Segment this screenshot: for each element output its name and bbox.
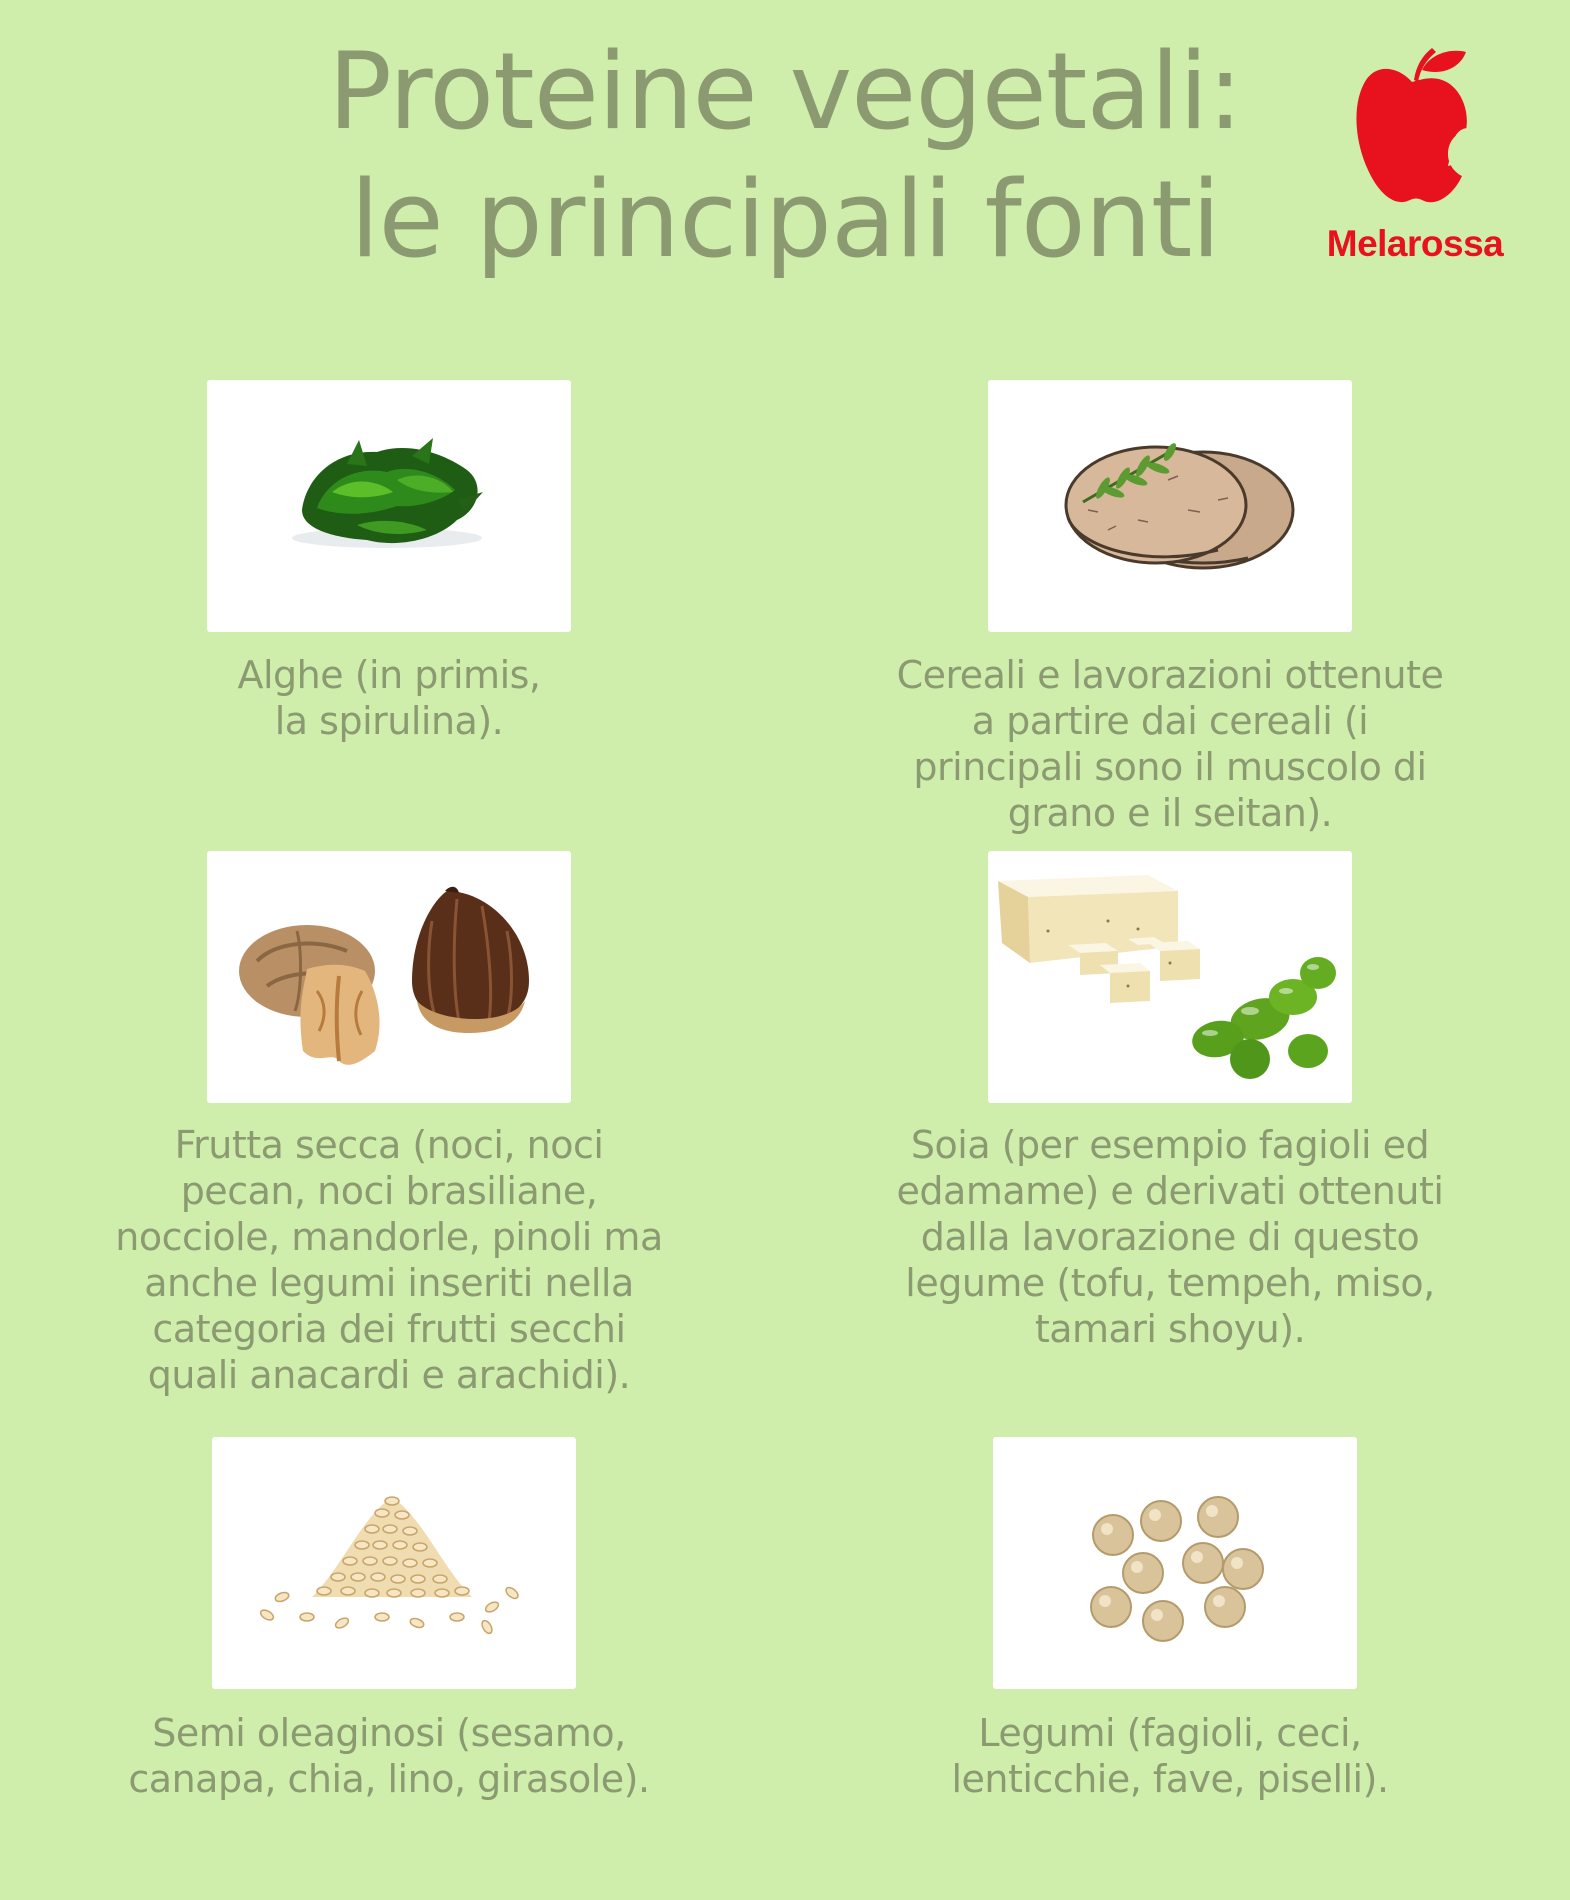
apple-icon <box>1350 40 1480 215</box>
seaweed-icon <box>207 380 571 632</box>
card-nuts <box>207 851 571 1103</box>
title-line-1: Proteine vegetali: <box>327 30 1243 153</box>
seitan-icon <box>988 380 1352 632</box>
brand-name: Melarossa <box>1326 223 1504 264</box>
card-seeds <box>212 1437 576 1689</box>
caption-nuts: Frutta secca (noci, noci pecan, noci brasiliane, nocciole, mandorle, pinoli ma anche legumi inseriti nella categoria dei frutti secchi quali anacardi e arachidi). <box>115 1123 663 1397</box>
page-title <box>250 28 1320 284</box>
caption-seaweed: Alghe (in primis, la spirulina). <box>237 653 541 743</box>
caption-seeds: Semi oleaginosi (sesamo, canapa, chia, lino, girasole). <box>128 1711 650 1801</box>
card-chickpeas <box>993 1437 1357 1689</box>
melarossa-logo <box>1310 40 1520 280</box>
card-seaweed <box>207 380 571 632</box>
caption-seitan: Cereali e lavorazioni ottenute a partire dai cereali (i principali sono il muscolo di grano e il seitan). <box>896 653 1444 835</box>
caption-tofu-edamame: Soia (per esempio fagioli ed edamame) e derivati ottenuti dalla lavorazione di questo legume (tofu, tempeh, miso, tamari shoyu). <box>896 1123 1444 1351</box>
nuts-icon <box>207 851 571 1103</box>
seeds-icon <box>212 1437 576 1689</box>
card-tofu-edamame <box>988 851 1352 1103</box>
caption-chickpeas: Legumi (fagioli, ceci, lenticchie, fave, piselli). <box>951 1711 1389 1801</box>
card-seitan <box>988 380 1352 632</box>
tofu-edamame-icon <box>988 851 1352 1103</box>
chickpeas-icon <box>993 1437 1357 1689</box>
title-line-2: le principali fonti <box>350 158 1220 281</box>
